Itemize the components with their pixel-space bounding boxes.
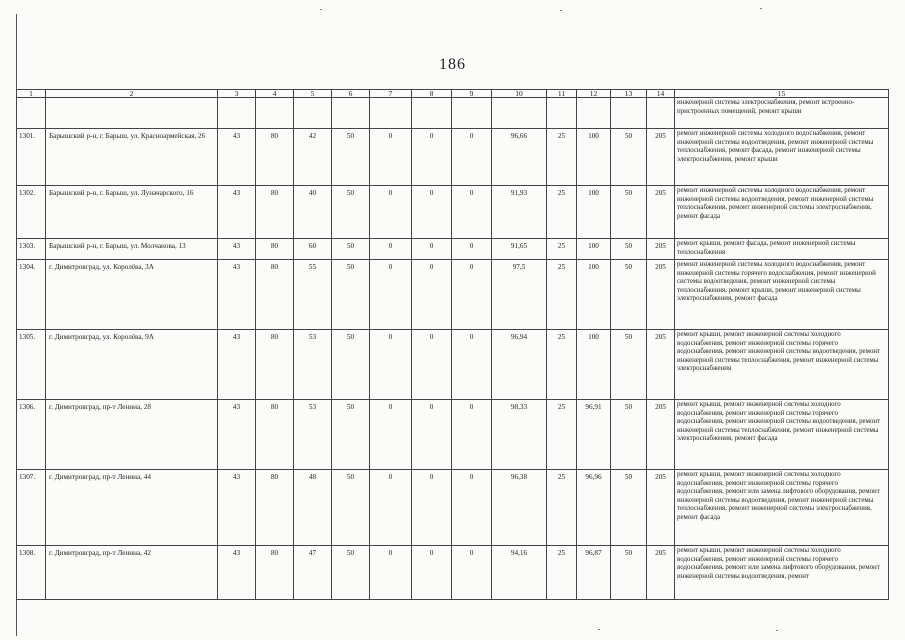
value-cell-c8: 0 (412, 239, 452, 260)
scan-speck (776, 630, 778, 631)
value-cell-c6: 50 (332, 239, 370, 260)
header-cell: 1 (17, 90, 46, 98)
value-cell-c7: 0 (370, 239, 412, 260)
value-cell-c11: 25 (547, 546, 577, 600)
works-cell: ремонт инженерной системы холодного водоснабжения, ремонт инженерной системы водоотведения, ремонт инженерной системы теплоснабжения, ремонт инженерной системы электроснабжения, ремонт фасада (675, 186, 889, 239)
row-number: 1307. (17, 470, 46, 546)
value-cell-c13: 50 (611, 239, 647, 260)
value-cell-c11: 25 (547, 186, 577, 239)
address-cell: г. Димитровград, ул. Королёва, 3А (46, 260, 218, 330)
value-cell-c4: 80 (256, 330, 294, 400)
header-cell: 4 (256, 90, 294, 98)
value-cell-c7: 0 (370, 260, 412, 330)
address-cell: г. Димитровград, пр-т Ленина, 44 (46, 470, 218, 546)
table-row (17, 470, 889, 546)
header-cell: 13 (611, 90, 647, 98)
value-cell-c9: 0 (452, 546, 492, 600)
row-number: 1302. (17, 186, 46, 239)
value-cell-c12: 96,91 (577, 400, 611, 470)
table-row (17, 546, 889, 600)
value-cell-c14: 205 (647, 330, 675, 400)
header-cell: 15 (675, 90, 889, 98)
value-cell-c11: 25 (547, 239, 577, 260)
value-cell-c7: 0 (370, 186, 412, 239)
value-cell-c11: 25 (547, 400, 577, 470)
works-cell: ремонт крыши, ремонт инженерной системы холодного водоснабжения, ремонт инженерной системы горячего водоснабжения, ремонт инженерной системы водоотведения, ремонт инженерной системы теплоснабжения, ремонт инженерной системы электроснабжения, ремонт фасада (675, 400, 889, 470)
value-cell-c4: 80 (256, 470, 294, 546)
header-cell: 7 (370, 90, 412, 98)
value-cell-c13: 50 (611, 186, 647, 239)
value-cell-c12: 100 (577, 239, 611, 260)
value-cell-c5: 47 (294, 546, 332, 600)
header-cell: 2 (46, 90, 218, 98)
value-cell-c14: 205 (647, 129, 675, 186)
address-cell: Барышский р-н, г. Барыш, ул. Молчанова, 13 (46, 239, 218, 260)
value-cell-c3: 43 (218, 330, 256, 400)
table-row (17, 330, 889, 400)
value-cell-c5: 40 (294, 186, 332, 239)
value-cell-c7: 0 (370, 129, 412, 186)
address-cell: Барышский р-н, г. Барыш, ул. Луначарского, 16 (46, 186, 218, 239)
value-cell-c12: 100 (577, 129, 611, 186)
value-cell-c6: 50 (332, 129, 370, 186)
value-cell-c11: 25 (547, 330, 577, 400)
value-cell-c5: 55 (294, 260, 332, 330)
value-cell-c12: 96,87 (577, 546, 611, 600)
value-cell-c4: 80 (256, 239, 294, 260)
header-cell: 11 (547, 90, 577, 98)
value-cell-c8: 0 (412, 400, 452, 470)
value-cell-c9: 0 (452, 186, 492, 239)
header-cell: 3 (218, 90, 256, 98)
repair-program-table (16, 89, 889, 600)
value-cell-c14: 205 (647, 260, 675, 330)
value-cell-c6: 50 (332, 470, 370, 546)
table-body (17, 129, 889, 600)
value-cell-c10: 91,65 (492, 239, 547, 260)
header-cell: 14 (647, 90, 675, 98)
value-cell-c13: 50 (611, 400, 647, 470)
header-cell: 10 (492, 90, 547, 98)
value-cell-c6: 50 (332, 546, 370, 600)
value-cell-c6: 50 (332, 330, 370, 400)
value-cell-c3: 43 (218, 400, 256, 470)
row-number: 1304. (17, 260, 46, 330)
value-cell-c13: 50 (611, 330, 647, 400)
value-cell-c5: 48 (294, 470, 332, 546)
row-number: 1306. (17, 400, 46, 470)
value-cell-c6: 50 (332, 400, 370, 470)
value-cell-c8: 0 (412, 129, 452, 186)
page-number: 186 (439, 56, 466, 73)
value-cell-c6: 50 (332, 186, 370, 239)
value-cell-c3: 43 (218, 186, 256, 239)
table-row (17, 239, 889, 260)
value-cell-c5: 42 (294, 129, 332, 186)
value-cell-c5: 60 (294, 239, 332, 260)
works-cell: ремонт крыши, ремонт инженерной системы холодного водоснабжения, ремонт инженерной системы горячего водоснабжения, ремонт инженерной системы водоотведения, ремонт инженерной системы теплоснабжения, ремонт инженерной системы электроснабжения (675, 330, 889, 400)
value-cell-c10: 94,16 (492, 546, 547, 600)
value-cell-c8: 0 (412, 260, 452, 330)
scan-speck (598, 629, 600, 630)
value-cell-c5: 53 (294, 330, 332, 400)
header-cell: 9 (452, 90, 492, 98)
row-number: 1308. (17, 546, 46, 600)
header-cell: 5 (294, 90, 332, 98)
value-cell-c12: 100 (577, 260, 611, 330)
value-cell-c11: 25 (547, 129, 577, 186)
value-cell-c10: 97,5 (492, 260, 547, 330)
scan-speck (320, 9, 322, 10)
value-cell-c9: 0 (452, 260, 492, 330)
value-cell-c8: 0 (412, 186, 452, 239)
table-row (17, 260, 889, 330)
table-row (17, 129, 889, 186)
value-cell-c12: 96,96 (577, 470, 611, 546)
value-cell-c9: 0 (452, 330, 492, 400)
value-cell-c3: 43 (218, 260, 256, 330)
value-cell-c7: 0 (370, 546, 412, 600)
value-cell-c10: 98,33 (492, 400, 547, 470)
value-cell-c13: 50 (611, 129, 647, 186)
value-cell-c9: 0 (452, 129, 492, 186)
value-cell-c13: 50 (611, 470, 647, 546)
works-cell: ремонт инженерной системы холодного водоснабжения, ремонт инженерной системы горячего водоснабжения, ремонт инженерной системы водоотведения, ремонт инженерной системы теплоснабжения, ремонт крыши, ремонт инженерной системы электроснабжения, ремонт фасада (675, 260, 889, 330)
value-cell-c9: 0 (452, 470, 492, 546)
address-cell: г. Димитровград, пр-т Ленина, 42 (46, 546, 218, 600)
works-cell: ремонт инженерной системы холодного водоснабжения, ремонт инженерной системы водоотведения, ремонт инженерной системы теплоснабжения, ремонт фасада, ремонт инженерной системы электроснабжения, ремонт крыши (675, 129, 889, 186)
value-cell-c11: 25 (547, 260, 577, 330)
value-cell-c4: 80 (256, 129, 294, 186)
value-cell-c3: 43 (218, 470, 256, 546)
address-cell: г. Димитровград, пр-т Ленина, 28 (46, 400, 218, 470)
value-cell-c3: 43 (218, 239, 256, 260)
value-cell-c14: 205 (647, 400, 675, 470)
address-cell: Барышский р-н, г. Барыш, ул. Красноармейская, 26 (46, 129, 218, 186)
value-cell-c13: 50 (611, 260, 647, 330)
value-cell-c14: 205 (647, 186, 675, 239)
works-cell: ремонт крыши, ремонт инженерной системы холодного водоснабжения, ремонт инженерной системы горячего водоснабжения, ремонт или замена лифтового оборудования, ремонт инженерной системы водоотведения, ремонт инженерной системы теплоснабжения, ремонт инженерной системы электроснабжения, ремонт фасада (675, 470, 889, 546)
value-cell-c9: 0 (452, 239, 492, 260)
value-cell-c7: 0 (370, 330, 412, 400)
value-cell-c12: 100 (577, 330, 611, 400)
value-cell-c3: 43 (218, 546, 256, 600)
works-cell: ремонт крыши, ремонт фасада, ремонт инженерной системы теплоснабжения (675, 239, 889, 260)
table-row (17, 400, 889, 470)
header-cell: 12 (577, 90, 611, 98)
value-cell-c4: 80 (256, 546, 294, 600)
value-cell-c7: 0 (370, 400, 412, 470)
table-row (17, 186, 889, 239)
value-cell-c11: 25 (547, 470, 577, 546)
value-cell-c6: 50 (332, 260, 370, 330)
scan-speck (560, 10, 562, 11)
value-cell-c4: 80 (256, 400, 294, 470)
value-cell-c3: 43 (218, 129, 256, 186)
scan-speck (760, 8, 762, 9)
header-cell: 8 (412, 90, 452, 98)
address-cell: г. Димитровград, ул. Королёва, 9А (46, 330, 218, 400)
header-cell: 6 (332, 90, 370, 98)
value-cell-c4: 80 (256, 186, 294, 239)
value-cell-c7: 0 (370, 470, 412, 546)
value-cell-c14: 205 (647, 239, 675, 260)
value-cell-c9: 0 (452, 400, 492, 470)
value-cell-c8: 0 (412, 330, 452, 400)
column-number-header (17, 90, 889, 98)
value-cell-c12: 100 (577, 186, 611, 239)
row-number: 1303. (17, 239, 46, 260)
value-cell-c14: 205 (647, 546, 675, 600)
value-cell-c8: 0 (412, 546, 452, 600)
value-cell-c10: 96,94 (492, 330, 547, 400)
value-cell-c5: 53 (294, 400, 332, 470)
value-cell-c10: 91,93 (492, 186, 547, 239)
works-cell: ремонт крыши, ремонт инженерной системы холодного водоснабжения, ремонт инженерной системы горячего водоснабжения, ремонт или замена лифтового оборудования, ремонт инженерной системы водоотведения, ремонт (675, 546, 889, 600)
works-cell: инженерной системы электроснабжения, ремонт встроенно-пристроенных помещений, ремонт крыши (675, 98, 889, 129)
value-cell-c4: 80 (256, 260, 294, 330)
value-cell-c8: 0 (412, 470, 452, 546)
value-cell-c10: 96,66 (492, 129, 547, 186)
value-cell-c14: 205 (647, 470, 675, 546)
value-cell-c10: 96,38 (492, 470, 547, 546)
continuation-row (17, 98, 889, 129)
row-number: 1301. (17, 129, 46, 186)
row-number: 1305. (17, 330, 46, 400)
value-cell-c13: 50 (611, 546, 647, 600)
